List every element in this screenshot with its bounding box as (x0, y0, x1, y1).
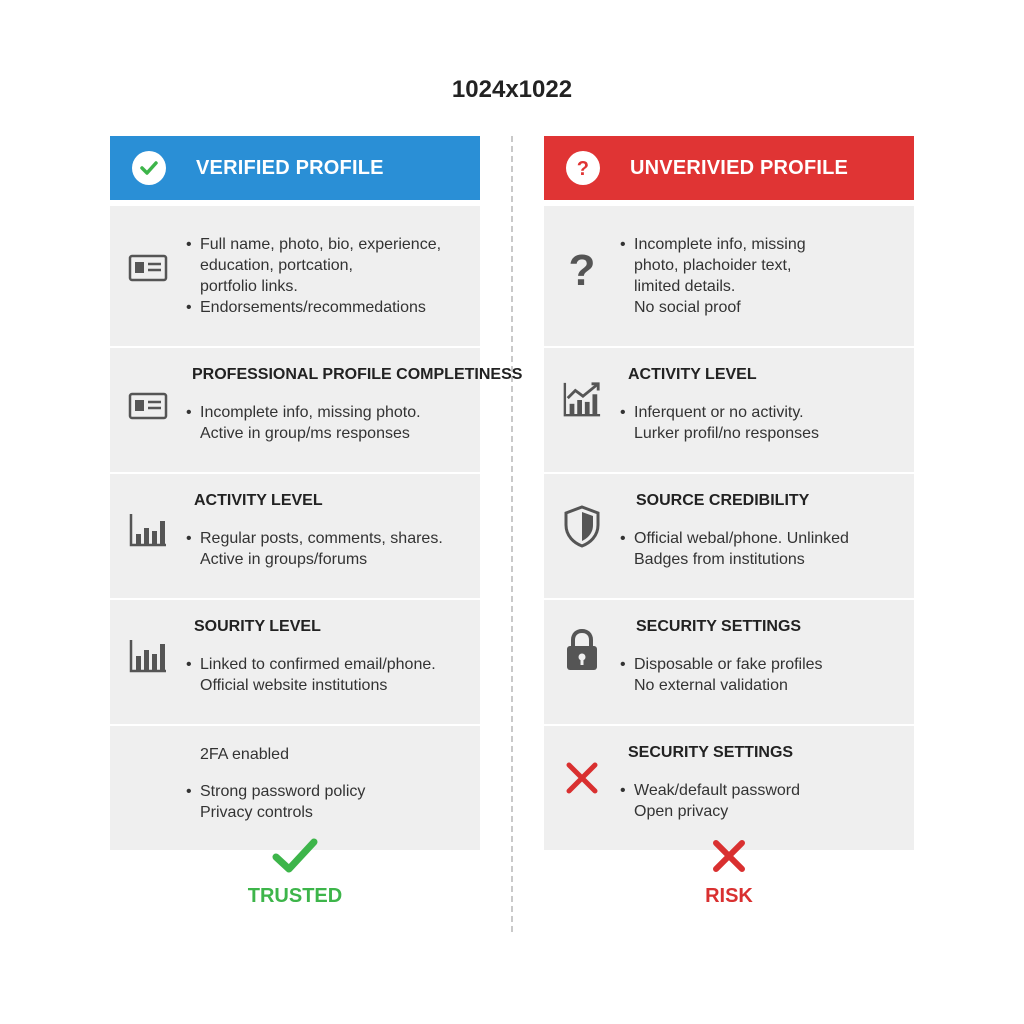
trusted-footer (110, 836, 480, 908)
x-mark-icon (709, 863, 749, 880)
list-item: • Endorsements/recommedations (186, 297, 441, 318)
verified-section-security (110, 598, 480, 724)
question-circle-icon (566, 151, 600, 185)
list-item: • Full name, photo, bio, experience, (186, 234, 441, 255)
unverified-section-password (544, 724, 914, 850)
verified-profile-header (110, 136, 480, 200)
unverified-profile-header (544, 136, 914, 200)
list-item: • Regular posts, comments, shares. (186, 528, 443, 549)
risk-footer (544, 836, 914, 908)
unverified-profile-title: UNVERIVIED PROFILE (630, 156, 849, 179)
list-item: Badges from institutions (634, 551, 805, 568)
unverified-section-activity (544, 346, 914, 472)
verified-profile-panel (110, 136, 523, 850)
unverified-profile-panel (544, 136, 914, 850)
verified-section-activity (110, 472, 480, 598)
list-item: • Disposable or fake profiles (620, 654, 823, 675)
check-circle-icon (132, 151, 166, 185)
page-title: 1024x1022 (451, 76, 573, 103)
section-title: SOURITY LEVEL (194, 618, 321, 635)
svg-text:?: ? (568, 247, 596, 289)
verified-section-profile-info (110, 206, 480, 346)
list-item: Active in group/ms responses (200, 425, 410, 442)
list-item: • Strong password policy (186, 781, 365, 802)
list-item: education, portcation, (200, 257, 353, 274)
list-item: Active in groups/forums (200, 551, 368, 568)
risk-label: RISK (705, 885, 753, 907)
trusted-label: TRUSTED (247, 885, 343, 907)
svg-text:?: ? (576, 158, 590, 179)
section-title: SECURITY SETTINGS (636, 618, 802, 635)
list-item: Privacy controls (200, 804, 313, 821)
list-item: No social proof (634, 299, 741, 316)
list-item: • Incomplete info, missing photo. (186, 402, 421, 423)
bar-chart-icon (128, 636, 168, 676)
section-title: SECURITY SETTINGS (628, 744, 794, 761)
list-item: • Linked to confirmed email/phone. (186, 654, 436, 675)
list-item: • Weak/default password (620, 780, 800, 801)
section-title: ACTIVITY LEVEL (194, 492, 323, 509)
question-icon (562, 248, 602, 288)
list-item: Lurker profil/no responses (634, 425, 819, 442)
shield-icon (562, 506, 602, 546)
unverified-section-credibility (544, 472, 914, 598)
id-card-icon (128, 248, 168, 288)
x-icon (562, 758, 602, 798)
list-item: • Official webal/phone. Unlinked (620, 528, 849, 549)
unverified-section-profile-info (544, 206, 914, 346)
list-item: • Incomplete info, missing (620, 234, 806, 255)
section-title: ACTIVITY LEVEL (628, 366, 757, 383)
bar-chart-icon (128, 510, 168, 550)
unverified-section-security (544, 598, 914, 724)
list-item: photo, plachoider text, (634, 257, 792, 274)
id-card-icon (128, 386, 168, 426)
center-divider (511, 136, 513, 932)
list-item: No external validation (634, 677, 788, 694)
checkmark-icon (271, 863, 319, 880)
list-item: 2FA enabled (200, 746, 289, 763)
line-chart-icon (562, 380, 602, 420)
section-title: SOURCE CREDIBILITY (636, 492, 810, 509)
lock-icon (562, 630, 602, 670)
verified-section-auth (110, 724, 480, 850)
list-item: Official website institutions (200, 677, 388, 694)
verified-profile-title: VERIFIED PROFILE (196, 156, 384, 179)
list-item: limited details. (634, 278, 736, 295)
verified-section-completeness (110, 346, 523, 472)
list-item: • Inferquent or no activity. (620, 402, 819, 423)
list-item: portfolio links. (200, 278, 298, 295)
list-item: Open privacy (634, 803, 729, 820)
section-title: PROFESSIONAL PROFILE COMPLETINESS (192, 366, 523, 383)
